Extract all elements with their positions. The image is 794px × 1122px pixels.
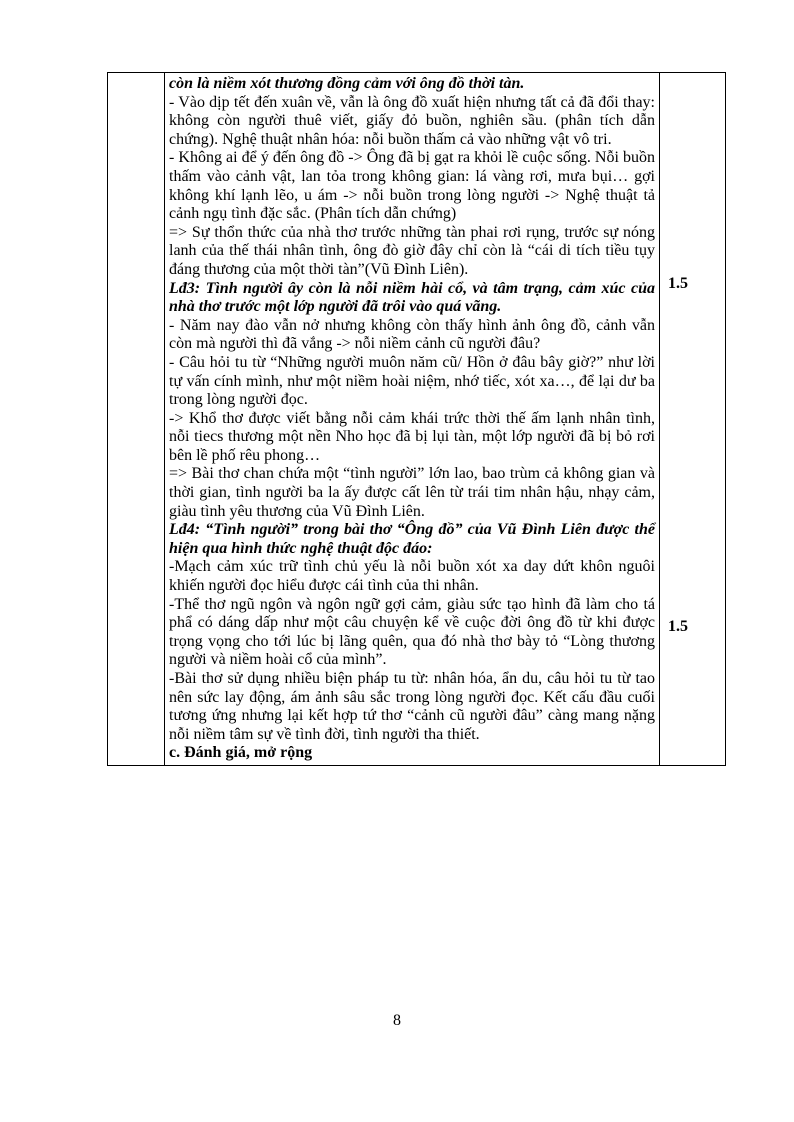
paragraph: - Vào dịp tết đến xuân về, vẫn là ông đồ xuất hiện nhưng tất cả đã đổi thay: không còn người thuê viết, giấy đỏ buồn, nghiên sầu. (phân tích dẫn chứng). Nghệ thuật nhân hóa: nỗi buồn thấm cả vào những vật vô tri. bbox=[169, 93, 655, 148]
page-number: 8 bbox=[393, 1012, 401, 1029]
heading-paragraph: Lđ4: “Tình người” trong bài thơ “Ông đồ” của Vũ Đình Liên được thể hiện qua hình thức nghệ thuật độc đáo: bbox=[169, 521, 655, 557]
heading-paragraph: Lđ3: Tình người ây còn là nỗi niềm hài cổ, và tâm trạng, cảm xúc của nhà thơ trước một lớp người đã trôi vào quá vãng. bbox=[169, 279, 655, 316]
score-1: 1.5 bbox=[668, 275, 688, 292]
answer-table bbox=[107, 72, 726, 766]
score-2: 1.5 bbox=[668, 618, 688, 635]
paragraph: -Mạch cảm xúc trữ tình chủ yếu là nỗi buồn xót xa day dứt khôn nguôi khiến người đọc hiểu được cái tình của thi nhân. bbox=[169, 558, 655, 595]
heading-paragraph: còn là niềm xót thương đồng cảm với ông đồ thời tàn. bbox=[169, 75, 525, 92]
paragraph: - Câu hỏi tu từ “Những người muôn năm cũ/ Hồn ở đâu bây giờ?” như lời tự vấn cính mình, như một niềm hoài niệm, nhớ tiếc, xót xa…, để lại dư ba trong lòng người đọc. bbox=[169, 353, 655, 409]
paragraph: - Không ai để ý đến ông đồ -> Ông đã bị gạt ra khỏi lề cuộc sống. Nỗi buồn thấm vào cảnh vật, lan tỏa trong không gian: lá vàng rơi, mưa bụi… gợi không khí lạnh lẽo, u ám -> nỗi buồn trong lòng người -> Nghệ thuật tả cảnh ngụ tình đặc sắc. (Phân tích dẫn chứng) bbox=[169, 149, 655, 223]
heading-paragraph: c. Đánh giá, mở rộng bbox=[169, 744, 313, 762]
content-text bbox=[165, 73, 659, 765]
paragraph: -Bài thơ sử dụng nhiều biện pháp tu từ: nhân hóa, ẩn du, câu hỏi tu từ tao nên sức lay động, ám ảnh sâu sắc trong lòng người đọc. Kết cấu đầu cuối tương ứng nhưng lại kết hợp tứ thơ “cảnh cũ người đâu” càng mang nặng nỗi niềm tâm sự về tình đời, tình người tha thiết. bbox=[169, 670, 655, 743]
paragraph: - Năm nay đào vẫn nở nhưng không còn thấy hình ảnh ông đồ, cảnh vẫn còn mà người thì đã vắng -> nỗi niềm cảnh cũ người đâu? bbox=[169, 316, 655, 353]
paragraph: -> Khổ thơ được viết bằng nỗi cảm khái trức thời thế ấm lạnh nhân tình, nỗi tiecs thương một nền Nho học đã bị lụi tàn, một lớp người đã bị bỏ rơi bên lề phố rêu phong… bbox=[169, 409, 655, 464]
empty-cell bbox=[108, 73, 165, 766]
content-cell bbox=[165, 73, 660, 766]
score-cell bbox=[660, 73, 726, 766]
paragraph: => Sự thổn thức của nhà thơ trước những tàn phai rơi rụng, trước sự nóng lanh của thế thái nhân tình, ông đò giờ đây chỉ còn là “cái di tích tiều tụy đáng thương của một thời tàn”(Vũ Đình Liên). bbox=[169, 223, 655, 278]
paragraph: -Thể thơ ngũ ngôn và ngôn ngữ gợi cảm, giàu sức tạo hình đã làm cho tá phẩ có dáng dấp như một câu chuyện kể về cuộc đời ông đồ từ khi được trọng vọng cho tới lúc bị lãng quên, qua đó nhà thơ bày tỏ “Lòng thương người và niềm hoài cổ của mình”. bbox=[169, 595, 655, 669]
table-row bbox=[108, 73, 726, 766]
paragraph: => Bài thơ chan chứa một “tình người” lớn lao, bao trùm cả không gian và thời gian, tình người ba la ấy được cất lên từ trái tim nhân hậu, nhạy cảm, giàu tình yêu thương của Vũ Đình Liên. bbox=[169, 465, 655, 520]
